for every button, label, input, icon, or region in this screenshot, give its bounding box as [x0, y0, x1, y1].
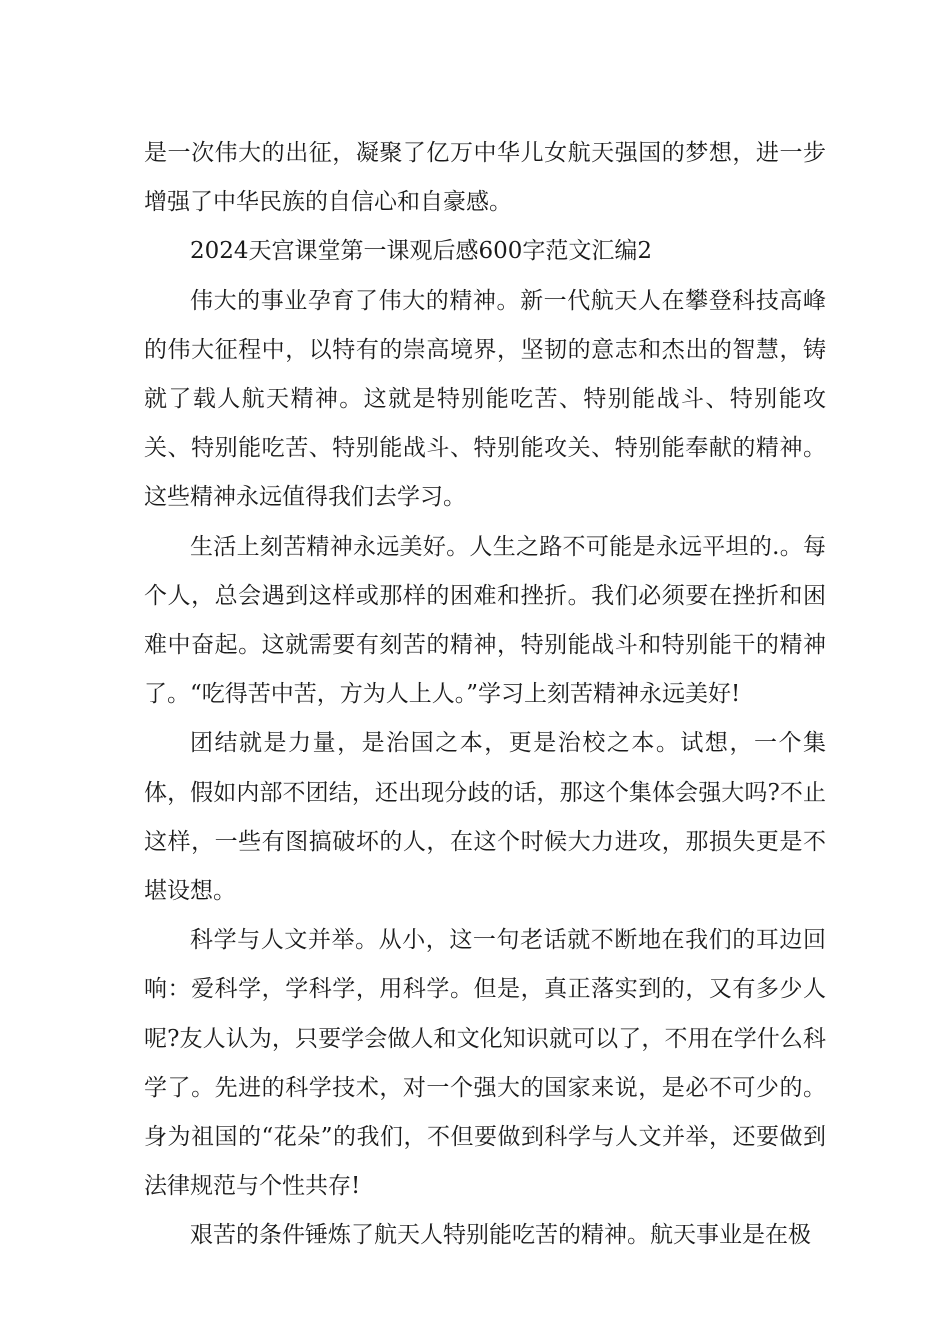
paragraph-science: 科学与人文并举。从小，这一句老话就不断地在我们的耳边回响：爱科学，学科学，用科学。但是，真正落实到的，又有多少人呢?友人认为，只要学会做人和文化知识就可以了，不用在学什么科学了。先进的科学技术，对一个强大的国家来说，是必不可少的。身为祖国的“花朵”的我们，不但要做到科学与人文并举，还要做到法律规范与个性共存! — [144, 927, 826, 1200]
section-heading: 2024天宫课堂第一课观后感600字范文汇编2 — [190, 238, 653, 265]
paragraph-unity: 团结就是力量，是治国之本，更是治校之本。试想，一个集体，假如内部不团结，还出现分歧的话，那这个集体会强大吗?不止这样，一些有图搞破坏的人，在这个时候大力进攻，那损失更是不堪设想。 — [144, 730, 826, 905]
paragraph-hardwork: 生活上刻苦精神永远美好。人生之路不可能是永远平坦的.。每个人，总会遇到这样或那样的困难和挫折。我们必须要在挫折和困难中奋起。这就需要有刻苦的精神，特别能战斗和特别能干的精神了。“吃得苦中苦，方为人上人。”学习上刻苦精神永远美好! — [144, 533, 826, 708]
paragraph-continuation: 是一次伟大的出征，凝聚了亿万中华儿女航天强国的梦想，进一步增强了中华民族的自信心和自豪感。 — [144, 140, 826, 216]
document-body — [144, 129, 826, 1261]
paragraph-hardship: 艰苦的条件锤炼了航天人特别能吃苦的精神。航天事业是在极 — [190, 1222, 811, 1249]
paragraph-spirit: 伟大的事业孕育了伟大的精神。新一代航天人在攀登科技高峰的伟大征程中，以特有的崇高境界，坚韧的意志和杰出的智慧，铸就了载人航天精神。这就是特别能吃苦、特别能战斗、特别能攻关、特别能吃苦、特别能战斗、特别能攻关、特别能奉献的精神。这些精神永远值得我们去学习。 — [144, 287, 826, 511]
